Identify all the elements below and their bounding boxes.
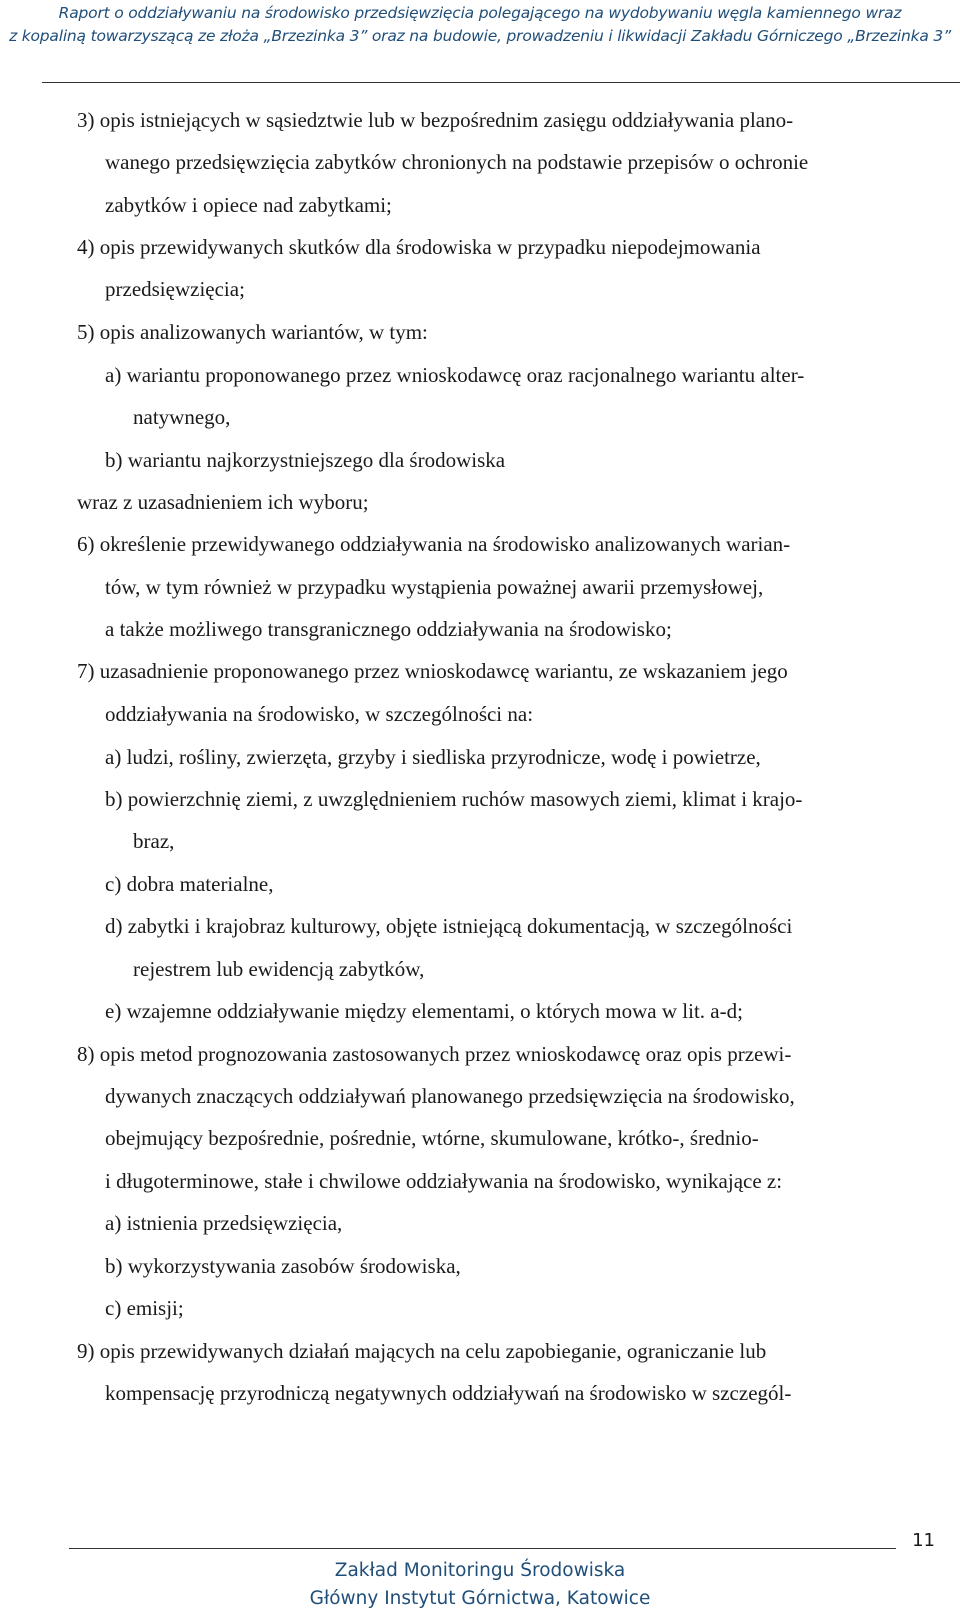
text-line: c) emisji; [105, 1296, 184, 1320]
text-line: 9) opis przewidywanych działań mających na celu zapobieganie, ograniczanie lub [77, 1339, 767, 1363]
text-line: 3) opis istniejących w sąsiedztwie lub w bezpośrednim zasięgu oddziaływania plano- [77, 108, 794, 132]
text-line: oddziaływania na środowisko, w szczególności na: [105, 702, 534, 726]
text-line: 4) opis przewidywanych skutków dla środowiska w przypadku niepodejmowania [77, 235, 761, 259]
text-line: c) dobra materialne, [105, 872, 274, 896]
text-line: a) istnienia przedsięwzięcia, [105, 1211, 343, 1235]
text-line: wanego przedsięwzięcia zabytków chronionych na podstawie przepisów o ochronie [105, 150, 809, 174]
footer-line-1: Zakład Monitoringu Środowiska [334, 1560, 626, 1581]
text-line: 6) określenie przewidywanego oddziaływania na środowisko analizowanych warian- [77, 532, 791, 556]
text-line: obejmujący bezpośrednie, pośrednie, wtórne, skumulowane, krótko-, średnio- [105, 1126, 759, 1150]
header-line-2: z kopaliną towarzyszącą ze złoża „Brzezinka 3” oraz na budowie, prowadzeniu i likwidacji Zakładu Górniczego „Brzezinka 3” [9, 27, 951, 45]
text-line: dywanych znaczących oddziaływań planowanego przedsięwzięcia na środowisko, [105, 1084, 795, 1108]
text-line: a) ludzi, rośliny, zwierzęta, grzyby i siedliska przyrodnicze, wodę i powietrze, [105, 745, 761, 769]
text-line: kompensację przyrodniczą negatywnych oddziaływań na środowisko w szczegól- [105, 1381, 792, 1405]
text-line: e) wzajemne oddziaływanie między elementami, o których mowa w lit. a-d; [105, 999, 743, 1023]
text-line: przedsięwzięcia; [105, 277, 245, 301]
text-line: zabytków i opiece nad zabytkami; [105, 193, 392, 217]
text-line: 5) opis analizowanych wariantów, w tym: [77, 320, 428, 344]
text-line: b) powierzchnię ziemi, z uwzględnieniem ruchów masowych ziemi, klimat i krajo- [105, 787, 803, 811]
footer-line-2: Główny Instytut Górnictwa, Katowice [309, 1588, 651, 1609]
footer-divider [69, 1548, 896, 1549]
text-line: braz, [133, 829, 175, 853]
header-divider [42, 82, 960, 83]
text-line: tów, w tym również w przypadku wystąpienia poważnej awarii przemysłowej, [105, 575, 764, 599]
text-line: rejestrem lub ewidencją zabytków, [133, 957, 425, 981]
text-line: 7) uzasadnienie proponowanego przez wnioskodawcę wariantu, ze wskazaniem jego [77, 659, 788, 683]
text-line: b) wykorzystywania zasobów środowiska, [105, 1254, 461, 1278]
text-line: b) wariantu najkorzystniejszego dla środowiska [105, 448, 506, 472]
text-line: a) wariantu proponowanego przez wnioskodawcę oraz racjonalnego wariantu alter- [105, 363, 805, 387]
text-line: a także możliwego transgranicznego oddziaływania na środowisko; [105, 617, 672, 641]
text-line: wraz z uzasadnieniem ich wyboru; [77, 490, 369, 514]
text-line: i długoterminowe, stałe i chwilowe oddziaływania na środowisko, wynikające z: [105, 1169, 783, 1193]
text-line: 8) opis metod prognozowania zastosowanych przez wnioskodawcę oraz opis przewi- [77, 1042, 792, 1066]
text-line: d) zabytki i krajobraz kulturowy, objęte istniejącą dokumentacją, w szczególności [105, 914, 793, 938]
page-number: 11 [912, 1530, 935, 1551]
header-line-1: Raport o oddziaływaniu na środowisko przedsięwzięcia polegającego na wydobywaniu węgla kamiennego wraz [58, 4, 902, 22]
text-line: natywnego, [133, 405, 231, 429]
